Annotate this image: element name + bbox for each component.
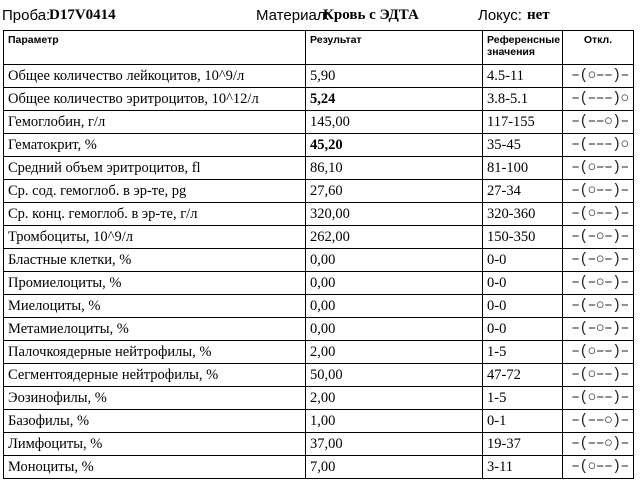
result-cell: 27,60 — [306, 180, 483, 203]
parameter-cell: Лимфоциты, % — [4, 433, 306, 456]
parameter-cell: Моноциты, % — [4, 456, 306, 479]
result-cell: 7,00 — [306, 456, 483, 479]
reference-cell: 35-45 — [483, 134, 563, 157]
parameter-cell: Ср. сод. гемоглоб. в эр-те, pg — [4, 180, 306, 203]
locus-value: нет — [527, 7, 550, 23]
table-row — [4, 387, 634, 410]
reference-cell: 27-34 — [483, 180, 563, 203]
table-row — [4, 226, 634, 249]
result-cell: 0,00 — [306, 295, 483, 318]
result-cell: 5,90 — [306, 65, 483, 88]
reference-cell: 47-72 — [483, 364, 563, 387]
parameter-cell: Гематокрит, % — [4, 134, 306, 157]
column-header-result: Результат — [306, 31, 483, 65]
reference-cell: 81-100 — [483, 157, 563, 180]
table-row — [4, 65, 634, 88]
results-body — [4, 65, 634, 479]
result-cell: 0,00 — [306, 318, 483, 341]
table-row — [4, 410, 634, 433]
column-header-deviation: Откл. — [563, 31, 634, 65]
result-cell: 5,24 — [306, 88, 483, 111]
material-value: Кровь с ЭДТА — [323, 7, 419, 23]
deviation-cell: –(○––)– — [563, 364, 634, 387]
result-cell: 37,00 — [306, 433, 483, 456]
reference-header-line1: Референсные — [487, 34, 561, 46]
results-table — [3, 30, 634, 479]
deviation-cell: –(––○)– — [563, 111, 634, 134]
parameter-cell: Миелоциты, % — [4, 295, 306, 318]
result-cell: 45,20 — [306, 134, 483, 157]
deviation-cell: –(–○–)– — [563, 295, 634, 318]
parameter-cell: Промиелоциты, % — [4, 272, 306, 295]
reference-cell: 4.5-11 — [483, 65, 563, 88]
parameter-cell: Тромбоциты, 10^9/л — [4, 226, 306, 249]
result-cell: 1,00 — [306, 410, 483, 433]
result-cell: 145,00 — [306, 111, 483, 134]
reference-cell: 3-11 — [483, 456, 563, 479]
result-cell: 50,00 — [306, 364, 483, 387]
reference-cell: 0-1 — [483, 410, 563, 433]
deviation-cell: –(–○–)– — [563, 249, 634, 272]
result-cell: 0,00 — [306, 249, 483, 272]
parameter-cell: Базофилы, % — [4, 410, 306, 433]
deviation-cell: –(○––)– — [563, 341, 634, 364]
reference-cell: 0-0 — [483, 272, 563, 295]
deviation-cell: –(○––)– — [563, 157, 634, 180]
parameter-cell: Метамиелоциты, % — [4, 318, 306, 341]
parameter-cell: Палочкоядерные нейтрофилы, % — [4, 341, 306, 364]
deviation-cell: –(○––)– — [563, 180, 634, 203]
table-row — [4, 134, 634, 157]
table-row — [4, 249, 634, 272]
table-row — [4, 318, 634, 341]
table-row — [4, 157, 634, 180]
reference-cell: 117-155 — [483, 111, 563, 134]
deviation-cell: –(–○–)– — [563, 226, 634, 249]
reference-cell: 1-5 — [483, 387, 563, 410]
column-header-parameter: Параметр — [4, 31, 306, 65]
parameter-cell: Сегментоядерные нейтрофилы, % — [4, 364, 306, 387]
table-row — [4, 433, 634, 456]
sample-label: Проба: — [2, 7, 51, 24]
parameter-cell: Гемоглобин, г/л — [4, 111, 306, 134]
reference-header-line2: значения — [487, 46, 535, 58]
reference-cell: 0-0 — [483, 249, 563, 272]
reference-cell: 320-360 — [483, 203, 563, 226]
report-header — [0, 0, 640, 28]
result-cell: 2,00 — [306, 387, 483, 410]
result-cell: 0,00 — [306, 272, 483, 295]
reference-cell: 150-350 — [483, 226, 563, 249]
reference-cell: 1-5 — [483, 341, 563, 364]
result-cell: 320,00 — [306, 203, 483, 226]
table-row — [4, 364, 634, 387]
deviation-cell: –(–○–)– — [563, 272, 634, 295]
table-row — [4, 180, 634, 203]
reference-cell: 19-37 — [483, 433, 563, 456]
parameter-cell: Общее количество лейкоцитов, 10^9/л — [4, 65, 306, 88]
deviation-cell: –(–––)○ — [563, 88, 634, 111]
deviation-cell: –(○––)– — [563, 65, 634, 88]
deviation-cell: –(○––)– — [563, 387, 634, 410]
parameter-cell: Ср. конц. гемоглоб. в эр-те, г/л — [4, 203, 306, 226]
material-label: Материал: — [256, 7, 330, 24]
table-row — [4, 456, 634, 479]
deviation-cell: –(–○–)– — [563, 318, 634, 341]
deviation-cell: –(○––)– — [563, 456, 634, 479]
table-row — [4, 111, 634, 134]
locus-label: Локус: — [478, 7, 522, 24]
sample-value: D17V0414 — [49, 7, 116, 23]
result-cell: 86,10 — [306, 157, 483, 180]
table-row — [4, 295, 634, 318]
result-cell: 262,00 — [306, 226, 483, 249]
parameter-cell: Эозинофилы, % — [4, 387, 306, 410]
column-header-reference — [483, 31, 563, 65]
deviation-cell: –(––○)– — [563, 433, 634, 456]
parameter-cell: Общее количество эритроцитов, 10^12/л — [4, 88, 306, 111]
reference-cell: 0-0 — [483, 295, 563, 318]
table-header-row — [4, 31, 634, 65]
parameter-cell: Средний объем эритроцитов, fl — [4, 157, 306, 180]
deviation-cell: –(––○)– — [563, 410, 634, 433]
deviation-cell: –(○––)– — [563, 203, 634, 226]
result-cell: 2,00 — [306, 341, 483, 364]
reference-cell: 0-0 — [483, 318, 563, 341]
parameter-cell: Бластные клетки, % — [4, 249, 306, 272]
reference-cell: 3.8-5.1 — [483, 88, 563, 111]
table-row — [4, 341, 634, 364]
table-row — [4, 88, 634, 111]
table-row — [4, 272, 634, 295]
deviation-cell: –(–––)○ — [563, 134, 634, 157]
table-row — [4, 203, 634, 226]
